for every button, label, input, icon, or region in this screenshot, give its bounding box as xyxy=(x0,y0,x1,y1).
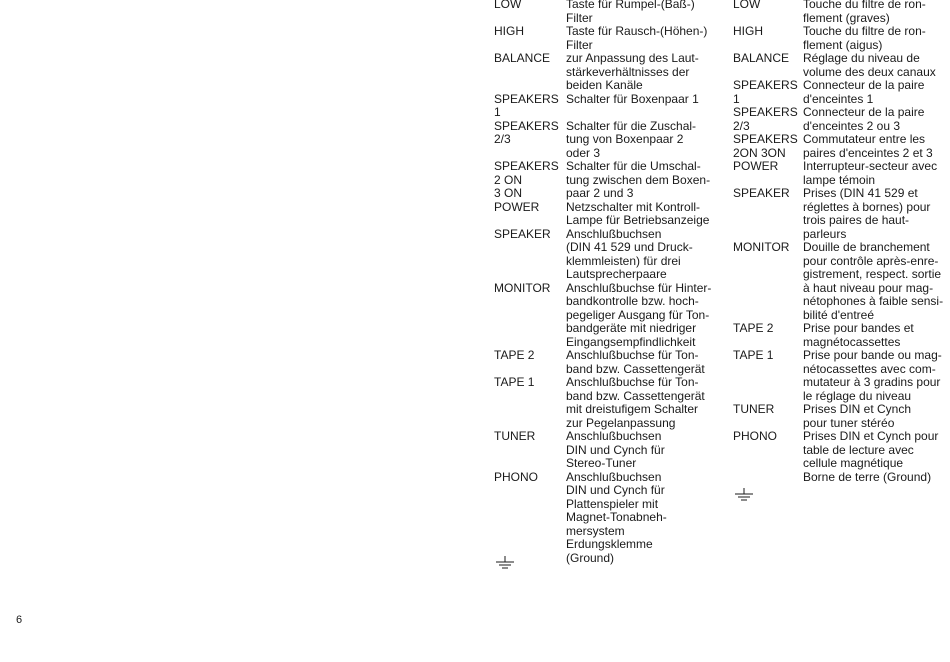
legend-entry-ground xyxy=(733,471,949,517)
term-description: Douille de branchement pour contrôle après-enre- gistrement, respect. sortie à haut niveau pour mag- nétophones à faible sensi- bilité d'entreé xyxy=(803,240,944,322)
legend-entry-speakers-on xyxy=(733,133,949,160)
term-description: Taste für Rumpel-(Baß-) Filter xyxy=(566,0,695,25)
legend-entry-low xyxy=(733,0,949,25)
legend-entry-speakers-1 xyxy=(494,93,716,120)
term-description: Anschlußbuchsen DIN und Cynch für Plattenspieler mit Magnet-Tonabneh- mersystem xyxy=(566,469,667,538)
term-description: Touche du filtre de ron- flement (aigus) xyxy=(803,24,926,52)
term-description: Prise pour bande ou mag- nétocassettes avec com- mutateur à 3 gradins pour le réglage du niveau xyxy=(803,348,942,403)
term-description: Schalter für Boxenpaar 1 xyxy=(566,91,699,106)
ground-symbol xyxy=(733,471,803,517)
term-label: MONITOR xyxy=(733,240,790,254)
legend-entry-speaker xyxy=(733,187,949,241)
term-label: TAPE 1 xyxy=(494,375,535,389)
legend-entry-balance xyxy=(733,52,949,79)
term-label: BALANCE xyxy=(733,51,790,65)
legend-entry-speakers-on xyxy=(494,160,716,201)
term-description: Prises (DIN 41 529 et réglettes à bornes) pour trois paires de haut-parleurs xyxy=(803,186,931,241)
term-description: Anschlußbuchsen DIN und Cynch für Stereo-Tuner xyxy=(566,429,665,470)
term-description: Erdungsklemme (Ground) xyxy=(566,537,653,565)
term-label: LOW xyxy=(494,0,522,11)
term-label: TAPE 2 xyxy=(494,348,535,362)
term-label: SPEAKERS 2ON 3ON xyxy=(733,132,798,160)
term-label: HIGH xyxy=(494,24,524,38)
term-description: Anschlußbuchse für Ton- band bzw. Cassettengerät mit dreistufigem Schalter zur Pegelanpassung xyxy=(566,375,705,430)
term-description: Commutateur entre les paires d'enceintes 2 et 3 xyxy=(803,132,933,160)
term-description: Connecteur de la paire d'enceintes 2 ou 3 xyxy=(803,105,925,133)
legend-entry-phono xyxy=(494,471,716,539)
term-description: Réglage du niveau de volume des deux canaux xyxy=(803,51,936,79)
legend-entry-phono xyxy=(733,430,949,471)
legend-entry-ground xyxy=(494,538,716,584)
legend-entry-tape-1 xyxy=(733,349,949,403)
legend-entry-power xyxy=(733,160,949,187)
term-description: Anschlußbuchse für Ton- band bzw. Cassettengerät xyxy=(566,348,705,376)
legend-entry-power xyxy=(494,201,716,228)
term-description: Interrupteur-secteur avec lampe témoin xyxy=(803,159,938,187)
term-description: Schalter für die Umschal- tung zwischen dem Boxen- paar 2 und 3 xyxy=(566,159,711,200)
legend-entry-tuner xyxy=(733,403,949,430)
legend-entry-speakers-2-3 xyxy=(733,106,949,133)
term-label: SPEAKERS 2/3 xyxy=(733,105,798,133)
term-label: LOW xyxy=(733,0,761,11)
legend-entry-low xyxy=(494,0,716,25)
legend-entry-tape-2 xyxy=(733,322,949,349)
legend-entry-tape-1 xyxy=(494,376,716,430)
ground-icon xyxy=(733,487,755,503)
term-label: SPEAKERS 2 ON 3 ON xyxy=(494,159,559,200)
french-legend xyxy=(733,0,949,517)
term-description: Prises DIN et Cynch pour tuner stéréo xyxy=(803,402,912,430)
term-label: POWER xyxy=(494,199,540,214)
legend-entry-high xyxy=(733,25,949,52)
term-label: MONITOR xyxy=(494,280,551,295)
term-label: HIGH xyxy=(733,24,763,38)
term-label: SPEAKERS 1 xyxy=(733,78,798,106)
term-description: Prise pour bandes et magnétocassettes xyxy=(803,321,914,349)
term-label: PHONO xyxy=(494,469,539,484)
legend-entry-tuner xyxy=(494,430,716,471)
term-description: Anschlußbuchse für Hinter- bandkontrolle bzw. hoch- pegeliger Ausgang für Ton- bandgeräte mit niedriger Eingangsempfindlichkeit xyxy=(566,280,712,349)
ground-symbol xyxy=(494,538,566,584)
term-label: TUNER xyxy=(494,429,536,443)
ground-icon xyxy=(494,555,516,571)
legend-entry-tape-2 xyxy=(494,349,716,376)
term-label: SPEAKER xyxy=(733,186,790,200)
term-description: Netzschalter mit Kontroll- Lampe für Betriebsanzeige xyxy=(566,199,710,227)
term-label: POWER xyxy=(733,159,779,173)
term-description: Schalter für die Zuschal- tung von Boxenpaar 2 oder 3 xyxy=(566,118,697,160)
legend-entry-monitor xyxy=(494,282,716,350)
legend-entry-balance xyxy=(494,52,716,93)
term-description: Connecteur de la paire d'enceintes 1 xyxy=(803,78,925,106)
term-label: SPEAKER xyxy=(494,226,551,241)
term-description: zur Anpassung des Laut- stärkeverhältnisses der beiden Kanäle xyxy=(566,51,699,92)
term-description: Anschlußbuchsen (DIN 41 529 und Druck- klemmleisten) für drei Lautsprecherpaare xyxy=(566,226,693,281)
legend-entry-high xyxy=(494,25,716,52)
term-label: BALANCE xyxy=(494,51,551,65)
term-description: Borne de terre (Ground) xyxy=(803,469,932,484)
term-label: SPEAKERS 2/3 xyxy=(494,118,559,146)
legend-entry-speakers-2-3 xyxy=(494,120,716,161)
term-label: SPEAKERS 1 xyxy=(494,91,559,119)
legend-entry-monitor xyxy=(733,241,949,322)
term-description: Taste für Rausch-(Höhen-) Filter xyxy=(566,24,708,52)
legend-entry-speakers-1 xyxy=(733,79,949,106)
term-label: TUNER xyxy=(733,402,775,416)
term-label: TAPE 1 xyxy=(733,348,774,362)
term-description: Touche du filtre de ron- flement (graves) xyxy=(803,0,926,25)
german-legend xyxy=(494,0,716,584)
term-label: TAPE 2 xyxy=(733,321,774,335)
page-number: 6 xyxy=(16,614,23,626)
legend-entry-speaker xyxy=(494,228,716,282)
term-label: PHONO xyxy=(733,429,778,443)
term-description: Prises DIN et Cynch pour table de lecture avec cellule magnétique xyxy=(803,429,939,470)
